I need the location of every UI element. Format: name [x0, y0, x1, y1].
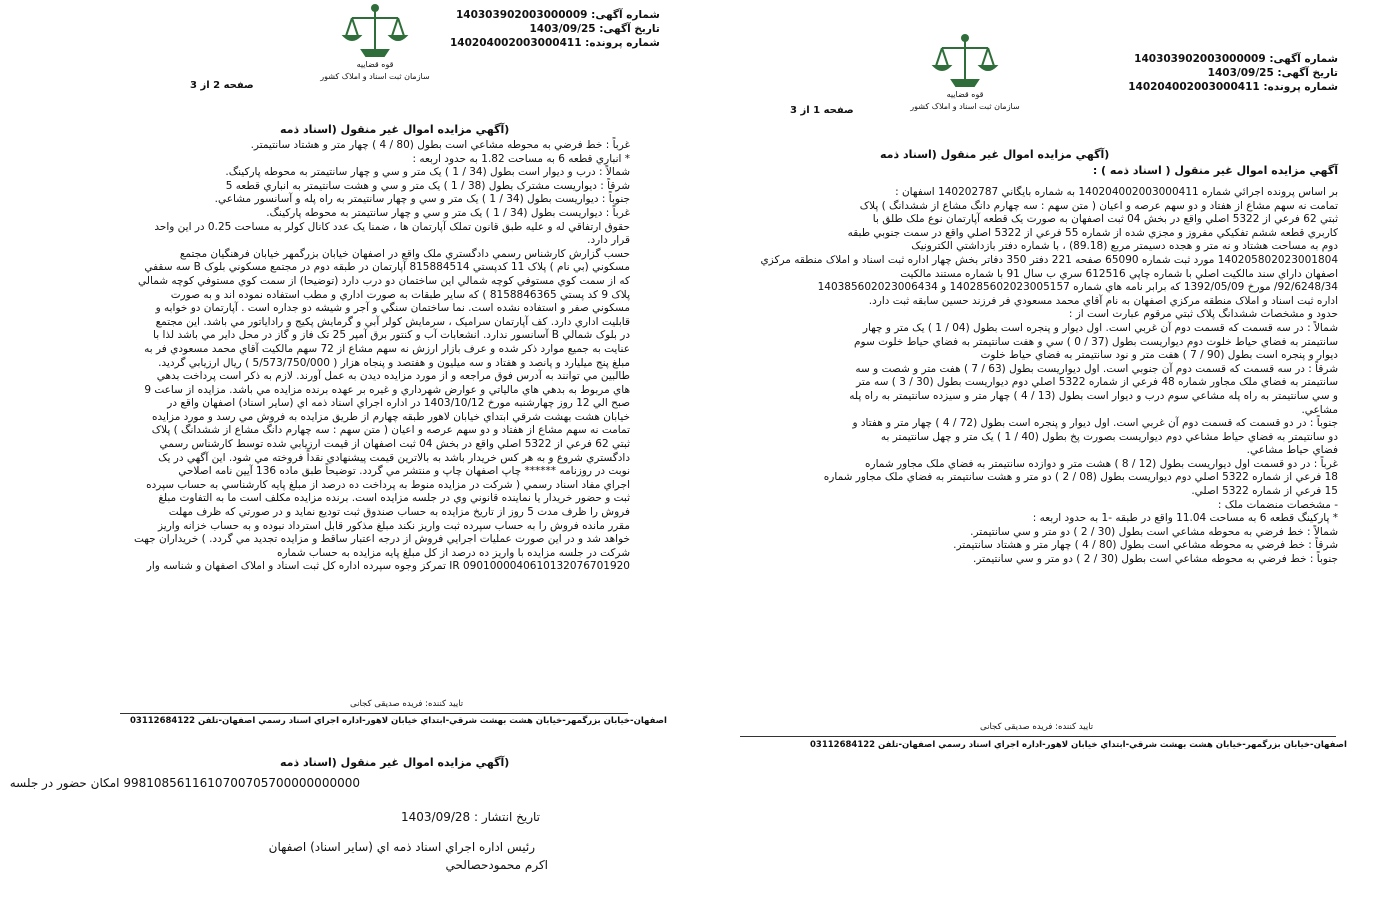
body-line: مقرر مانده فروش را به حساب سپرده ثبت واريز نکند مبلغ مذکور قابل استرداد نبوده و به حساب خزانه واريز — [158, 519, 630, 532]
body-line: صبح الي 12 روز چهارشنبه مورخ 1403/10/12 در اداره اجراي اسناد ذمه اي (ساير اسناد) اصفهان واقع در — [167, 397, 630, 410]
notice-page-2 — [90, 0, 667, 740]
body-line: خيابان هشت بهشت شرقي ابتداي خيابان لاهور طبقه چهارم از طريق مزايده به فروش مي رسد و مورد مزايده — [152, 410, 630, 423]
body-line: ثبتي 62 فرعي از 5322 اصلي واقع در بخش 04 ثبت اصفهان به صورت يک قطعه آپارتمان نوع ملک طلق با — [872, 213, 1338, 226]
body-line: اصفهان داراي سند مالکيت اصلي با شماره چاپي 612516 سري ب سال 91 با شماره مستند مالکيت — [900, 267, 1338, 280]
body-line: 18 فرعي از شماره 5322 اصلي دوم ديواريست بطول (08 / 2 ) دو متر و هشت سانتيمتر به فضاي ملک مجاور شماره — [823, 471, 1338, 484]
notice-page-3 — [9, 748, 630, 898]
footer-address: اصفهان-خيابان بزرگمهر-خيابان هشت بهشت شرقي-ابتداي خيابان لاهور-اداره اجراي اسناد رسمي اصفهان-تلفن 03112684122 — [130, 716, 667, 726]
file-number: شماره پرونده: 140204002003000411 — [450, 37, 660, 49]
judiciary-logo — [320, 0, 430, 99]
body-line: حقوق ارتفاقي له و عليه طبق قانون تملک آپارتمان ها ، ضمنا يک عدد کانال کولر به مساحت 0.25 در اين واحد — [154, 220, 630, 233]
body-line: جنوباً : در دو قسمت که قسمت دوم آن غربي است. اول ديوار و پنجره است بطول (72 / 4 ) چهار متر و هفتاد و — [852, 417, 1338, 430]
body-line: 92/6248/34/ مورخ 1392/05/09 که برابر نامه هاي شماره 140285602023005157 و 140385602023006434 — [817, 281, 1338, 294]
body-line: قابليت اداري دارد. کف آپارتمان سراميک ، سرمايش کولر آبي و گرمايش پکيج و راداياتور مي باشد. اين مجتمع — [155, 315, 630, 328]
ad-number: شماره آگهی: 140303902003000009 — [1134, 53, 1338, 65]
body-line: شمالاً : در سه قسمت که قسمت دوم آن غربي است. اول ديوار و پنجره است بطول (04 / 1 ) يک متر و چهار — [862, 321, 1338, 334]
ad-title: (آگهي مزايده اموال غير منقول (اسناد ذمه — [880, 148, 1110, 161]
body-line: نوبت در روزنامه ****** چاپ اصفهان چاپ و منتشر مي گردد. توضيحاً طبق ماده 136 آيين نامه اصلاحي — [178, 465, 630, 478]
body-line: دوم به مساحت هشتاد و نه متر و هجده دسيمتر مربع (89.18) ، با شماره دفتر بازداشتي الکترونيک — [911, 240, 1338, 253]
body-line: فضاي حياط مشاعي. — [1246, 444, 1338, 457]
office-head-title: رئيس اداره اجراي اسناد ذمه اي (ساير اسناد) اصفهان — [268, 840, 535, 854]
body-line: خواهد شد و در اين صورت عمليات اجرايي فروش از درجه اعتبار ساقط و مزايده تجديد مي گردد. ) خريداران جهت — [134, 533, 630, 546]
body-line: * پارکينگ قطعه 6 به مساحت 11.04 واقع در طبقه -1 به حدود اربعه : — [1032, 512, 1338, 525]
signer: تایید کننده: فریده صدیقی کجانی — [980, 722, 1094, 732]
body-line: و سي سانتيمتر به راه پله مشاعي سوم درب و ديوار است بطول (13 / 4 ) چهار متر و سيزده سانتيمتر به راه پله — [849, 389, 1338, 402]
page-meta — [450, 8, 660, 50]
body-line: IR 0901000040610132076701920 تمرکز وجوه سپرده اداره کل ثبت اسناد و املاک اصفهان و شناسه وار — [146, 560, 630, 573]
body-line: شمالاً : خط فرضي به محوطه مشاعي است بطول (30 / 2 ) دو متر و سي سانتيمتر. — [970, 525, 1338, 538]
logo-caption: سازمان ثبت اسناد و املاک کشور — [910, 102, 1020, 111]
logo-caption: سازمان ثبت اسناد و املاک کشور — [320, 72, 430, 81]
ad-subtitle: آگهي مزايده اموال غير منقول ( اسناد ذمه ) : — [1092, 164, 1338, 177]
office-head-name: اکرم محمودحصالحي — [445, 858, 548, 872]
body-line: دادگستري شروع و به هر کس خريدار باشد به بالاترين قيمت پيشنهادي نقداً فروخته مي شود. اين آگهي در يک — [158, 451, 630, 464]
body-line: ثبت و حضور خريدار يا نماينده قانوني وي در جلسه مزايده است. برنده مزايده مکلف است ما به التفاوت مبلغ — [158, 492, 630, 505]
body-line: فروش را ظرف مدت 5 روز از تاريخ مزايده به حساب صندوق ثبت توديع نمايد و در صورتي که ظرف مهلت — [168, 506, 630, 519]
body-line: * انباري قطعه 6 به مساحت 1.82 به حدود اربعه : — [412, 152, 630, 165]
body-line: دو سانتيمتر به فضاي حياط مشاعي دوم ديواريست بصورت پخ بطول (40 / 1 ) يک متر و چهل سانتيمتر به — [880, 430, 1338, 443]
body-line: مبلغ پنج ميليارد و پانصد و هفتاد و سه ميليون و هفتصد و پنجاه هزار ( 5/573/750/000 ) ريال ارزيابي گرديد. — [158, 356, 630, 369]
body-line: پلاک 9 کد پستي 8158846365 ) که ساير طبقات به صورت اداري و مطب استفاده نموده اند و به صورت — [170, 288, 630, 301]
body-line: جنوباً : ديواريست بطول (34 / 1 ) يک متر و سي و چهار سانتيمتر به راه پله و آسانسور مشاعي. — [214, 193, 630, 206]
page-number: صفحه 1 از 3 — [790, 105, 854, 116]
notice-page-1 — [720, 30, 1347, 760]
ad-body — [723, 186, 1338, 567]
body-line: کاربري قطعه ششم تفکيکي مفروز و مجزي شده از شماره 55 فرعي از 5322 اصلي واقع در سمت جنوبي طبقه — [847, 226, 1338, 239]
body-line: تمامت نه سهم مشاع از هفتاد و دو سهم عرصه و اعيان ( متن سهم : سه چهارم دانگ مشاع از ششدانگ ) پلاک — [151, 424, 630, 437]
body-line: اداره ثبت اسناد و املاک منطقه مرکزي اصفهان به نام آقاي محمد مسعودي فر فرزند حسين سابقه ثبت دارد. — [868, 294, 1338, 307]
ad-body — [105, 139, 630, 574]
body-line: ثبتي 62 فرعي از 5322 اصلي واقع در بخش 04 ثبت اصفهان از قيمت ارزيابي شده توسط کارشناس رسمي — [159, 438, 630, 451]
body-line: جنوباً : خط فرضي به محوطه مشاعي است بطول (30 / 2 ) دو متر و سي سانتيمتر. — [973, 553, 1338, 566]
logo-top-text: قوه قضاییه — [946, 90, 984, 99]
body-line: سانتيمتر به فضاي ملک مجاور شماره 48 فرعي از شماره 5322 اصلي دوم ديواريست بطول (30 / 3 ) سه متر — [856, 376, 1338, 389]
body-line: غرباً : در دو قسمت اول ديواريست بطول (12 / 8 ) هشت متر و دوازده سانتيمتر به فضاي ملک مجاور شماره — [865, 457, 1338, 470]
signer: تایید کننده: فریده صدیقی کجانی — [350, 699, 464, 709]
body-line: شمالاً : درب و ديوار است بطول (34 / 1 ) يک متر و سي و چهار سانتيمتر به محوطه پارکينگ. — [225, 166, 630, 179]
footer-separator — [740, 736, 1336, 737]
body-line: هاي مربوط به بدهي هاي مالياتي و عوارض شهرداري و غيره بر عهده برنده مزايده مي باشد. مزايده از ساعت 9 — [144, 383, 630, 396]
body-line: اجراي مفاد اسناد رسمي ( شرکت در مزايده منوط به پرداخت ده درصد از مبلغ پايه کارشناسي به حساب سپرده — [146, 478, 630, 491]
body-line: که از سمت کوي مستوفي کوچه شمالي اين ساختمان دو درب دارد (توضيحا) از سمت کوي مستوفي کوچه شمالي — [138, 274, 630, 287]
logo-top-text: قوه قضاییه — [356, 60, 394, 69]
body-line: 15 فرعي از شماره 5322 اصلي. — [1191, 485, 1338, 498]
body-line: مسکوني صفر و استفاده نشده است. نما ساختمان سنگي و آجر و شيشه دو جداره است . آپارتمان دو خوابه و — [155, 302, 630, 315]
body-line: حدود و مشخصات ششدانگ پلاک ثبتي مرقوم عبارت است از : — [1068, 308, 1338, 321]
body-line: غرباً : خط فرضي به محوطه مشاعي است بطول (80 / 4 ) چهار متر و هشتاد سانتيمتر. — [250, 139, 630, 151]
body-line: ديوار و پنجره است بطول (90 / 7 ) هفت متر و نود سانتيمتر به فضاي حياط خلوت — [980, 349, 1338, 362]
ad-date: تاریخ آگهی: 1403/09/25 — [529, 23, 660, 35]
body-line: حسب گزارش کارشناس رسمي دادگستري ملک واقع در اصفهان خيابان بزرگمهر خيابان فرهنگيان مجتمع — [179, 247, 630, 260]
page-meta — [1128, 52, 1338, 94]
body-line: 140205802023001804 مورد ثبت شماره 65090 صفحه 221 دفتر 350 دفاتر بخش چهار اداره ثبت اسناد و املاک منطقه مرکزي — [760, 253, 1338, 266]
ad-number: شماره آگهی: 140303902003000009 — [455, 9, 660, 21]
ad-title: (آگهي مزايده اموال غير منقول (اسناد ذمه — [280, 756, 510, 769]
judiciary-logo — [910, 30, 1020, 129]
file-number: شماره پرونده: 140204002003000411 — [1128, 81, 1338, 93]
body-line: شرکت در جلسه مزايده با واريز ده درصد از کل مبلغ پايه مزايده به حساب شماره — [276, 546, 630, 559]
ad-date: تاریخ آگهی: 1403/09/25 — [1207, 67, 1338, 79]
body-line: - مشخصات منضمات ملک : — [1217, 498, 1338, 511]
body-line: سانتيمتر به فضاي حياط خلوت دوم ديواريست بطول (37 / 0 ) سي و هفت سانتيمتر به فضاي حياط خلوت سوم — [854, 335, 1338, 348]
ad-title: (آگهي مزايده اموال غير منقول (اسناد ذمه — [280, 123, 510, 136]
body-line: طالبين مي توانند به آدرس فوق مراجعه و از مورد مزايده ديدن به عمل آورند. لازم به ذکر است پرداخت بدهي — [156, 370, 630, 383]
page-number: صفحه 2 از 3 — [190, 80, 254, 91]
body-line: شرقاً : ديواريست مشترک بطول (38 / 1 ) يک متر و سي و هشت سانتيمتر به انباري قطعه 5 — [225, 179, 630, 192]
body-line: غرباً : ديواريست بطول (34 / 1 ) يک متر و سي و چهار سانتيمتر به محوطه پارکينگ. — [266, 206, 630, 219]
footer-address: اصفهان-خيابان بزرگمهر-خيابان هشت بهشت شرقي-ابتداي خيابان لاهور-اداره اجراي اسناد رسمي اصفهان-تلفن 03112684122 — [810, 740, 1347, 750]
footer-separator — [120, 713, 628, 714]
account-line: 9981085611610700705700000000000 امکان حضور در جلسه — [9, 776, 360, 790]
body-line: بر اساس پرونده اجرائي شماره 140204002003000411 به شماره بايگاني 140202787 اسفهان : — [895, 186, 1338, 198]
body-line: در بلوک شمالي B آسانسور ندارد. انشعابات آب و کنتور برق آمپر 25 تک فاز و گاز در محل داير مي باشد لذا با — [153, 329, 630, 342]
body-line: قرار دارد. — [587, 234, 630, 247]
body-line: مسکوني (بي نام ) پلاک 11 کدپستي 815884514 آپارتمان در طبقه دوم در مجتمع مسکوني بلوک B سه سقفي — [144, 261, 630, 274]
publish-date: تاريخ انتشار : 1403/09/28 — [401, 810, 540, 824]
body-line: عنايت به جميع موارد ذکر شده و عرف بازار ارزش نه سهم مشاع از 72 سهم مالکيت آقاي محمد مسعودي فر به — [144, 342, 630, 355]
body-line: مشاعي. — [1301, 403, 1338, 416]
body-line: تمامت نه سهم مشاع از هفتاد و دو سهم عرصه و اعيان ( متن سهم : سه چهارم دانگ مشاع از ششدانگ ) پلاک — [859, 199, 1338, 212]
body-line: شرقاً : در سه قسمت که قسمت دوم آن جنوبي است. اول ديواريست بطول (63 / 7 ) هفت متر و شصت و سه — [855, 362, 1338, 375]
body-line: شرقاً : خط فرضي به محوطه مشاعي است بطول (80 / 4 ) چهار متر و هشتاد سانتيمتر. — [953, 539, 1338, 552]
